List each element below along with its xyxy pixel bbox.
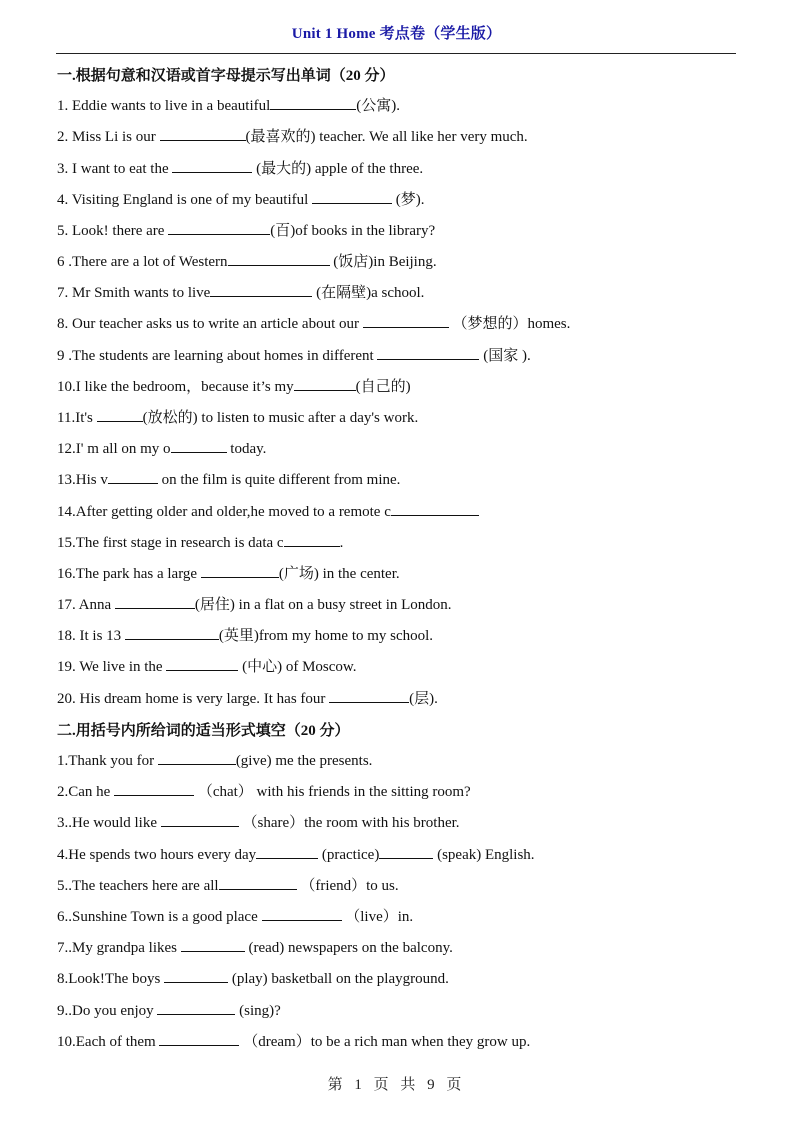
- question-text: 5. Look! there are: [57, 223, 169, 239]
- question-item: [57, 906, 413, 926]
- question-hint: (在隔壁)a school.: [312, 285, 425, 301]
- answer-blank[interactable]: [181, 937, 245, 952]
- question-text: 1. Eddie wants to live in a beautiful: [57, 98, 271, 114]
- question-text: 10.I like the bedroom，because it’s my: [57, 379, 294, 395]
- answer-blank[interactable]: [363, 313, 449, 328]
- question-text: 3..He would like: [57, 815, 161, 831]
- question-hint: （live）in.: [341, 909, 414, 925]
- page-footer: 第 1 页 共 9 页: [327, 1077, 466, 1093]
- question-hint: (公寓).: [356, 98, 401, 114]
- answer-blank[interactable]: [329, 688, 409, 703]
- answer-blank[interactable]: [160, 126, 246, 141]
- answer-blank[interactable]: [172, 158, 252, 173]
- answer-blank[interactable]: [108, 469, 158, 484]
- answer-blank[interactable]: [171, 438, 227, 453]
- answer-blank[interactable]: [114, 781, 194, 796]
- question-hint: (层).: [409, 691, 438, 707]
- question-text: 7. Mr Smith wants to live: [57, 285, 211, 301]
- question-hint: （梦想的）homes.: [448, 316, 571, 332]
- answer-blank[interactable]: [157, 1000, 235, 1015]
- question-hint: (自己的): [355, 379, 411, 395]
- question-hint: (最喜欢的) teacher. We all like her very much.: [245, 129, 528, 145]
- question-text: 8.Look!The boys: [57, 971, 165, 987]
- answer-blank[interactable]: [161, 812, 239, 827]
- question-text: 1.Thank you for: [57, 753, 158, 769]
- question-text: 18. It is 13: [57, 628, 125, 644]
- question-item: [57, 376, 411, 396]
- question-item: [57, 1000, 281, 1020]
- question-text: 8. Our teacher asks us to write an article about our: [57, 316, 363, 332]
- question-item: [57, 282, 424, 302]
- question-hint: .: [339, 535, 344, 551]
- question-item: [57, 251, 437, 271]
- question-text: 20. His dream home is very large. It has four: [57, 691, 330, 707]
- question-hint: (speak) English.: [433, 847, 535, 863]
- question-item: [57, 220, 435, 240]
- answer-blank[interactable]: [284, 532, 340, 547]
- answer-blank[interactable]: [210, 282, 312, 297]
- question-text: 6..Sunshine Town is a good place: [57, 909, 262, 925]
- question-hint: (最大的) apple of the three.: [252, 161, 424, 177]
- question-text: 12.I' m all on my o: [57, 441, 171, 457]
- question-item: [57, 844, 535, 864]
- answer-blank[interactable]: [262, 906, 342, 921]
- question-text: 3. I want to eat the: [57, 161, 173, 177]
- question-hint: (广场) in the center.: [278, 566, 400, 582]
- question-text: 9 .The students are learning about homes in different: [57, 348, 378, 364]
- answer-blank[interactable]: [168, 220, 270, 235]
- answer-blank[interactable]: [256, 844, 318, 859]
- question-text: 2. Miss Li is our: [57, 129, 160, 145]
- question-hint: （share）the room with his brother.: [238, 815, 460, 831]
- question-item: [57, 968, 449, 988]
- question-item: [57, 158, 423, 178]
- question-item: [57, 563, 400, 583]
- question-text: 7..My grandpa likes: [57, 940, 181, 956]
- question-hint: (read) newspapers on the balcony.: [244, 940, 453, 956]
- question-hint: （chat） with his friends in the sitting room?: [194, 784, 471, 800]
- question-hint: (放松的) to listen to music after a day's work.: [142, 410, 419, 426]
- question-text: 11.It's: [57, 410, 97, 426]
- question-item: [57, 625, 433, 645]
- answer-blank[interactable]: [270, 95, 356, 110]
- question-hint: on the film is quite different from mine.: [157, 472, 401, 488]
- question-hint: (百)of books in the library?: [270, 223, 436, 239]
- answer-blank[interactable]: [159, 1031, 239, 1046]
- answer-blank[interactable]: [379, 844, 433, 859]
- question-item: [57, 750, 372, 770]
- answer-blank[interactable]: [164, 968, 228, 983]
- answer-blank[interactable]: [294, 376, 356, 391]
- question-hint: （friend）to us.: [296, 878, 399, 894]
- question-text: 5..The teachers here are all: [57, 878, 219, 894]
- answer-blank[interactable]: [115, 594, 195, 609]
- question-item: [57, 345, 531, 365]
- question-text: 4. Visiting England is one of my beautiful: [57, 192, 313, 208]
- question-item: [57, 781, 471, 801]
- answer-blank[interactable]: [158, 750, 236, 765]
- question-item: [57, 688, 438, 708]
- question-item: [57, 189, 425, 209]
- answer-blank[interactable]: [377, 345, 479, 360]
- question-item: [57, 407, 418, 427]
- question-item: [57, 937, 453, 957]
- question-text: 16.The park has a large: [57, 566, 201, 582]
- answer-blank[interactable]: [391, 501, 479, 516]
- question-hint: today.: [226, 441, 267, 457]
- question-item: [57, 875, 399, 895]
- answer-blank[interactable]: [125, 625, 219, 640]
- question-item: [57, 532, 343, 552]
- question-text: 14.After getting older and older,he moved to a remote c: [57, 504, 391, 520]
- question-item: [57, 469, 400, 489]
- question-item: [57, 1031, 530, 1051]
- answer-blank[interactable]: [166, 656, 238, 671]
- answer-blank[interactable]: [312, 189, 392, 204]
- question-hint: (sing)?: [235, 1003, 281, 1019]
- question-hint: （dream）to be a rich man when they grow up.: [239, 1034, 531, 1050]
- question-hint: (梦).: [392, 192, 425, 208]
- section-1-heading: 一.根据句意和汉语或首字母提示写出单词（20 分）: [57, 68, 395, 84]
- question-item: [57, 126, 528, 146]
- question-item: [57, 95, 400, 115]
- section-2-heading: 二.用括号内所给词的适当形式填空（20 分）: [57, 723, 350, 739]
- answer-blank[interactable]: [97, 407, 143, 422]
- question-item: [57, 501, 479, 521]
- question-text: 15.The first stage in research is data c: [57, 535, 284, 551]
- question-text: 10.Each of them: [57, 1034, 160, 1050]
- question-hint: (中心) of Moscow.: [238, 659, 357, 675]
- question-text: 9..Do you enjoy: [57, 1003, 158, 1019]
- question-hint: (play) basketball on the playground.: [228, 971, 449, 987]
- question-item: [57, 656, 357, 676]
- header-divider: [56, 53, 736, 54]
- answer-blank[interactable]: [228, 251, 330, 266]
- question-hint: (居住) in a flat on a busy street in London.: [194, 597, 452, 613]
- question-text: 19. We live in the: [57, 659, 167, 675]
- answer-blank[interactable]: [201, 563, 279, 578]
- question-text: 13.His v: [57, 472, 108, 488]
- question-hint: (practice): [318, 847, 380, 863]
- question-hint: (give) me the presents.: [235, 753, 373, 769]
- answer-blank[interactable]: [219, 875, 297, 890]
- question-item: [57, 812, 460, 832]
- question-text: 17. Anna: [57, 597, 115, 613]
- question-item: [57, 438, 266, 458]
- question-text: 4.He spends two hours every day: [57, 847, 257, 863]
- document-title: Unit 1 Home 考点卷（学生版）: [291, 26, 502, 42]
- question-hint: (国家 ).: [479, 348, 531, 364]
- question-hint: (英里)from my home to my school.: [218, 628, 434, 644]
- question-text: 2.Can he: [57, 784, 115, 800]
- question-item: [57, 594, 452, 614]
- question-text: 6 .There are a lot of Western: [57, 254, 228, 270]
- question-item: [57, 313, 570, 333]
- question-hint: (饭店)in Beijing.: [329, 254, 437, 270]
